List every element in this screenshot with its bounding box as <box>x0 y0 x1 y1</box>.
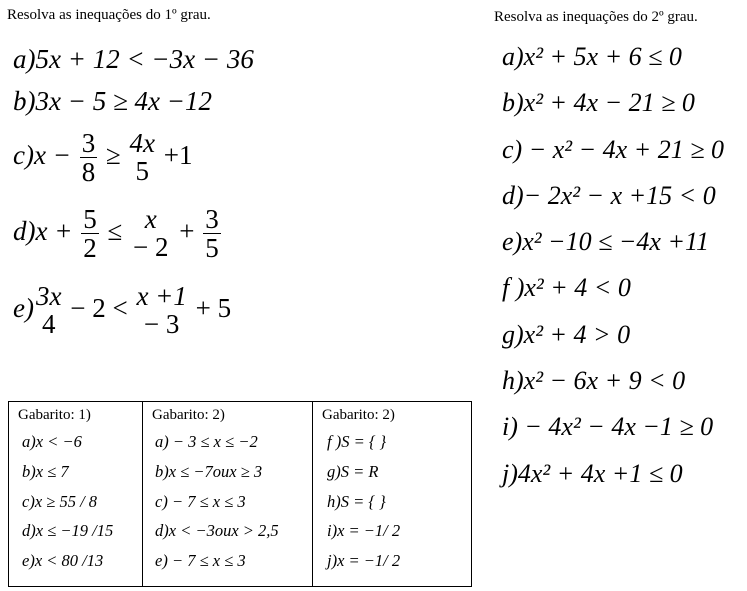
item-expression: x² − 6x + 9 < 0 <box>523 366 686 395</box>
right-inequality-j <box>502 461 683 487</box>
item-expression: − 2x² − x +15 < 0 <box>523 181 716 210</box>
answer-item <box>327 521 400 541</box>
right-inequality-d <box>502 183 716 209</box>
item-label: g) <box>502 320 524 349</box>
item-prefix: x − <box>33 140 71 171</box>
answer-key-title: Gabarito: 1) <box>18 407 91 423</box>
fraction-denominator: 2 <box>83 233 97 264</box>
left-inequality-a <box>13 46 254 73</box>
right-inequality-a <box>502 44 682 70</box>
fraction-numerator: 3 <box>205 204 219 234</box>
answer-key-title: Gabarito: 2) <box>322 407 395 423</box>
item-label: f ) <box>502 273 525 302</box>
answer-text: j)x = −1/ 2 <box>327 551 401 570</box>
fraction-numerator: 3 <box>81 128 96 158</box>
right-inequality-b <box>502 90 695 116</box>
answer-item <box>327 492 386 512</box>
operator: ≥ <box>105 140 121 171</box>
answer-key-column-3 <box>312 402 472 586</box>
item-label: a) <box>13 44 36 74</box>
left-inequality-d <box>13 205 223 263</box>
fraction <box>36 283 61 338</box>
left-inequality-b <box>13 88 212 115</box>
item-label: i) <box>502 412 518 441</box>
answer-text: i)x = −1/ 2 <box>327 521 401 540</box>
operator: ≤ <box>107 216 123 247</box>
item-suffix: +1 <box>163 140 193 171</box>
fraction-denominator: − 3 <box>143 309 180 339</box>
fraction-numerator: x <box>144 204 157 235</box>
item-label: b) <box>502 88 524 117</box>
fraction-denominator: 4 <box>41 309 56 339</box>
item-label: d) <box>13 216 36 247</box>
answer-text: c)x ≥ 55 / 8 <box>22 492 98 511</box>
fraction <box>136 283 186 338</box>
item-label: d) <box>502 181 524 210</box>
right-inequality-h <box>502 368 685 394</box>
fraction-numerator: 3x <box>35 281 62 311</box>
answer-item <box>22 551 103 571</box>
answer-text: e) − 7 ≤ x ≤ 3 <box>155 551 246 570</box>
answer-item <box>327 551 400 571</box>
answer-text: b)x ≤ 7 <box>22 462 69 481</box>
fraction-numerator: 5 <box>83 204 97 234</box>
right-inequality-i <box>502 414 713 440</box>
right-inequality-e <box>502 229 709 255</box>
answer-text: e)x < 80 /13 <box>22 551 104 570</box>
fraction <box>130 130 155 185</box>
right-title: Resolva as inequações do 2º grau. <box>494 9 698 25</box>
answer-item <box>155 492 246 512</box>
fraction-numerator: 4x <box>129 128 156 159</box>
answer-item <box>22 432 82 452</box>
operator: − 2 < <box>70 292 128 323</box>
item-expression: 3x − 5 ≥ 4x −12 <box>35 86 212 116</box>
answer-item <box>155 521 279 541</box>
fraction-denominator: 5 <box>135 156 150 187</box>
fraction <box>80 129 98 187</box>
left-title: Resolva as inequações do 1º grau. <box>7 7 211 23</box>
item-expression: x² + 4x − 21 ≥ 0 <box>523 88 695 117</box>
answer-text: d)x ≤ −19 /15 <box>22 521 114 540</box>
left-inequality-e <box>13 283 231 338</box>
item-expression: x² + 5x + 6 ≤ 0 <box>523 42 682 71</box>
item-label: b) <box>13 86 36 116</box>
item-label: h) <box>502 366 524 395</box>
item-expression: x² + 4 > 0 <box>523 320 631 349</box>
item-expression: x² + 4 < 0 <box>524 273 631 302</box>
item-expression: 5x + 12 < −3x − 36 <box>35 44 254 74</box>
answer-text: a)x < −6 <box>22 432 82 451</box>
fraction-denominator: 8 <box>81 157 96 188</box>
right-inequality-c <box>502 137 724 163</box>
answer-key-box <box>8 401 472 587</box>
answer-item <box>327 462 378 482</box>
answer-text: c) − 7 ≤ x ≤ 3 <box>155 492 246 511</box>
item-label: e) <box>13 292 34 323</box>
operator: + <box>179 216 195 247</box>
item-expression: − 4x² − 4x −1 ≥ 0 <box>517 412 714 441</box>
right-inequality-g <box>502 322 630 348</box>
answer-text: f )S = { } <box>327 432 387 451</box>
answer-text: d)x < −3oux > 2,5 <box>155 521 279 540</box>
item-suffix: + 5 <box>195 292 232 323</box>
left-inequality-c <box>13 129 193 187</box>
answer-text: g)S = R <box>327 462 379 481</box>
fraction-denominator: 5 <box>205 233 219 264</box>
answer-item <box>22 492 97 512</box>
fraction-numerator: x +1 <box>136 281 187 311</box>
answer-item <box>22 462 69 482</box>
answer-item <box>22 521 113 541</box>
item-expression: 4x² + 4x +1 ≤ 0 <box>517 459 683 488</box>
item-expression: − x² − 4x + 21 ≥ 0 <box>522 135 724 164</box>
right-inequality-f <box>502 275 631 301</box>
item-expression: x² −10 ≤ −4x +11 <box>522 227 710 256</box>
answer-key-column-1 <box>9 402 142 586</box>
fraction <box>81 205 99 263</box>
answer-item <box>327 432 386 452</box>
answer-text: h)S = { } <box>327 492 386 511</box>
answer-item <box>155 462 262 482</box>
answer-key-column-2 <box>142 402 313 586</box>
answer-item <box>155 551 246 571</box>
item-label: c) <box>13 140 34 171</box>
item-label: a) <box>502 42 524 71</box>
answer-text: b)x ≤ −7oux ≥ 3 <box>155 462 263 481</box>
fraction <box>131 206 170 261</box>
item-label: e) <box>502 227 523 256</box>
answer-text: a) − 3 ≤ x ≤ −2 <box>155 432 258 451</box>
item-label: c) <box>502 135 523 164</box>
fraction-denominator: − 2 <box>133 232 169 263</box>
answer-key-title: Gabarito: 2) <box>152 407 225 423</box>
answer-item <box>155 432 258 452</box>
item-prefix: x + <box>35 216 73 247</box>
fraction <box>203 205 221 263</box>
item-label: j) <box>502 459 518 488</box>
